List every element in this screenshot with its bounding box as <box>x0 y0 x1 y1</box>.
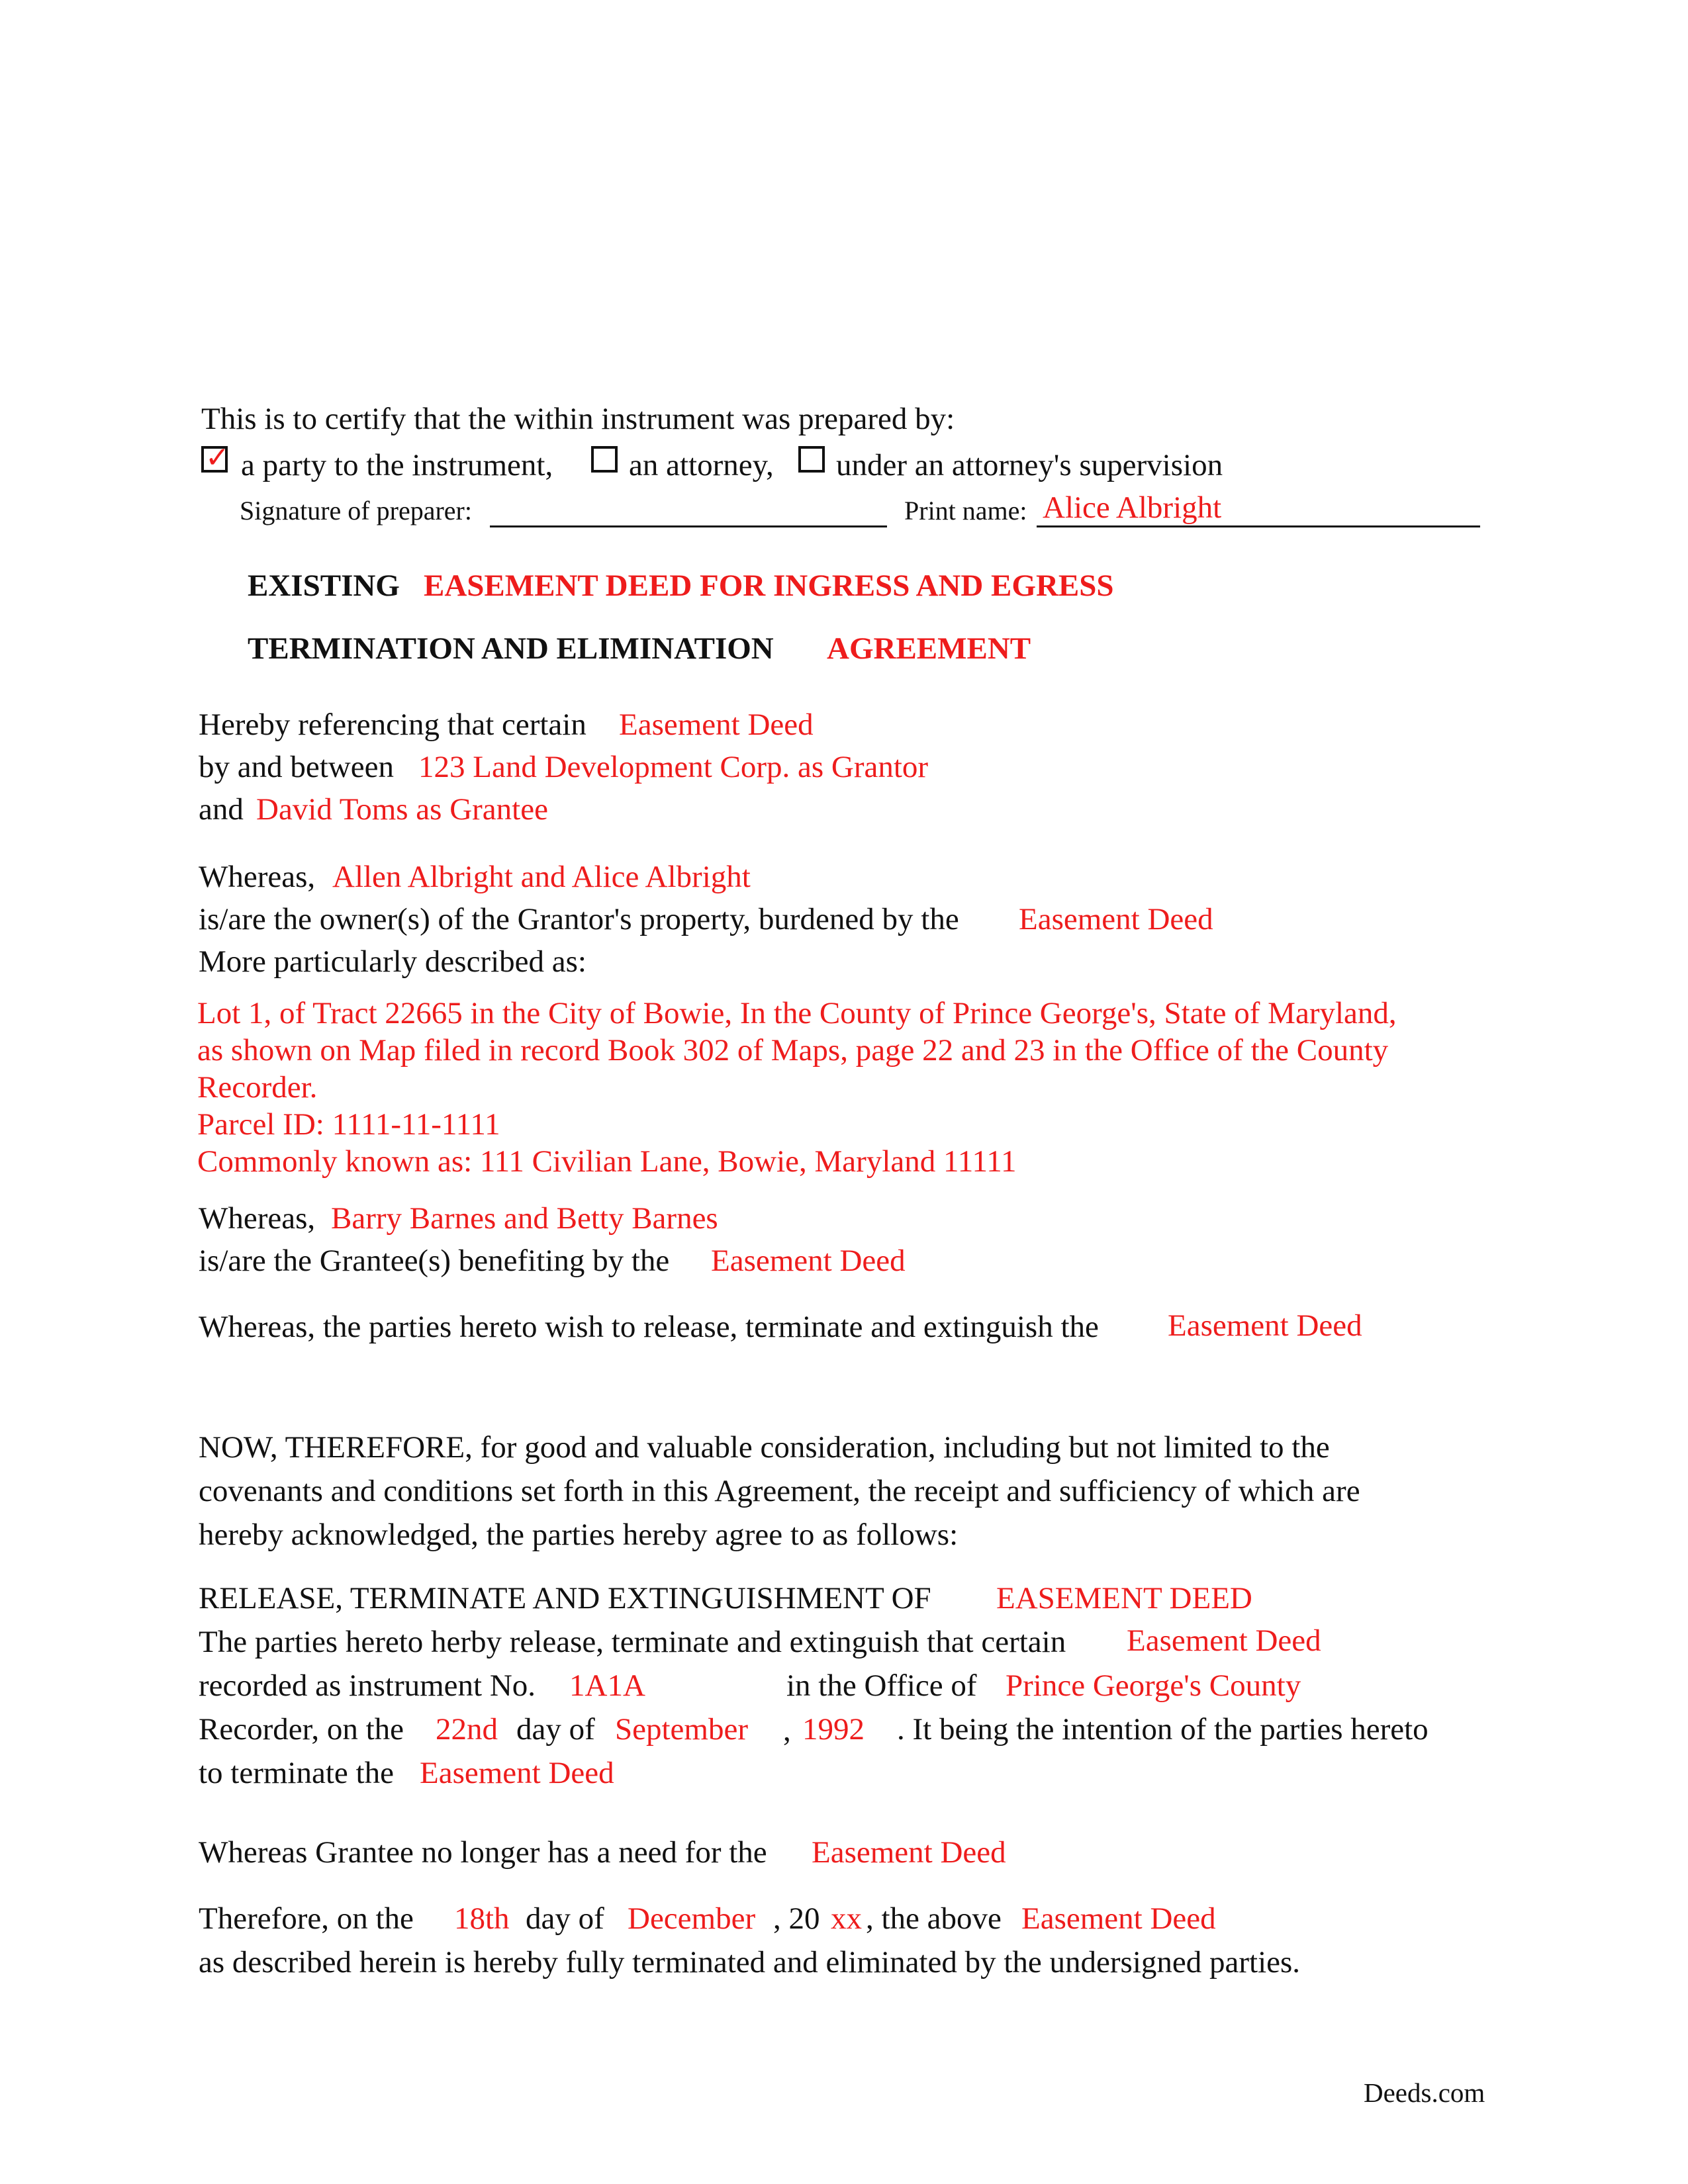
legal-line5: Commonly known as: 111 Civilian Lane, Bowie, Maryland 11111 <box>197 1144 1017 1179</box>
recorder-office: Prince George's County <box>1006 1668 1301 1703</box>
consideration-line3: hereby acknowledged, the parties hereby agree to as follows: <box>199 1518 959 1552</box>
release-wish-static: Whereas, the parties hereto wish to release, terminate and extinguish the <box>199 1310 1099 1344</box>
print-name-line <box>1037 525 1480 527</box>
grantees-whereas: Whereas, <box>199 1201 316 1236</box>
footer-brand[interactable]: Deeds.com <box>1364 2077 1485 2108</box>
reference-line3-red: David Toms as Grantee <box>256 792 548 827</box>
no-need-red: Easement Deed <box>812 1835 1006 1870</box>
recorded-day: 22nd <box>436 1712 498 1747</box>
option-supervision-label: under an attorney's supervision <box>836 448 1223 482</box>
grantees-names: Barry Barnes and Betty Barnes <box>331 1201 718 1236</box>
reference-line1-red: Easement Deed <box>619 707 814 742</box>
therefore-static-b: day of <box>526 1901 604 1936</box>
title-line2-static: TERMINATION AND ELIMINATION <box>248 631 774 666</box>
therefore-static-a: Therefore, on the <box>199 1901 414 1936</box>
option-supervision-checkbox[interactable] <box>798 446 825 473</box>
signature-label: Signature of preparer: <box>240 496 472 525</box>
recorded-year: 1992 <box>802 1712 865 1747</box>
consideration-line1: NOW, THEREFORE, for good and valuable consideration, including but not limited to the <box>199 1430 1330 1465</box>
certification-intro: This is to certify that the within instrument was prepared by: <box>201 402 955 436</box>
termination-day: 18th <box>454 1901 510 1936</box>
print-name-label: Print name: <box>904 496 1027 525</box>
release-wish-red: Easement Deed <box>1168 1308 1362 1343</box>
legal-line3: Recorder. <box>197 1070 318 1105</box>
release-line3-static-a: recorded as instrument No. <box>199 1668 536 1703</box>
owners-whereas: Whereas, <box>199 860 316 894</box>
release-line2-red: Easement Deed <box>1127 1623 1321 1658</box>
termination-month: December <box>628 1901 756 1936</box>
grantees-line2-red: Easement Deed <box>711 1244 906 1278</box>
no-need-static: Whereas Grantee no longer has a need for the <box>199 1835 767 1870</box>
owners-line3: More particularly described as: <box>199 944 586 979</box>
legal-line2: as shown on Map filed in record Book 302 of Maps, page 22 and 23 in the Office of the County <box>197 1033 1389 1068</box>
owners-line2-static: is/are the owner(s) of the Grantor's property, burdened by the <box>199 902 959 936</box>
release-line3-static-b: in the Office of <box>786 1668 977 1703</box>
title-line1-red: EASEMENT DEED FOR INGRESS AND EGRESS <box>424 569 1114 603</box>
release-line2-static: The parties hereto herby release, terminate and extinguish that certain <box>199 1625 1066 1659</box>
recorded-month: September <box>615 1712 748 1747</box>
reference-line1-static: Hereby referencing that certain <box>199 707 586 742</box>
legal-line1: Lot 1, of Tract 22665 in the City of Bowie, In the County of Prince George's, State of Maryland, <box>197 996 1397 1030</box>
release-line4-static-a: Recorder, on the <box>199 1712 404 1747</box>
release-heading-static: RELEASE, TERMINATE AND EXTINGUISHMENT OF <box>199 1581 931 1615</box>
release-line4-static-c: . It being the intention of the parties hereto <box>897 1712 1429 1747</box>
owners-names: Allen Albright and Alice Albright <box>332 860 751 894</box>
release-heading-red: EASEMENT DEED <box>996 1581 1252 1615</box>
instrument-number: 1A1A <box>569 1668 645 1703</box>
release-line5-red: Easement Deed <box>420 1756 614 1790</box>
grantees-line2-static: is/are the Grantee(s) benefiting by the <box>199 1244 670 1278</box>
title-line1-static: EXISTING <box>248 569 400 603</box>
owners-line2-red: Easement Deed <box>1019 902 1213 936</box>
signature-line[interactable] <box>490 525 887 527</box>
therefore-line2: as described herein is hereby fully terminated and eliminated by the undersigned parties. <box>199 1945 1301 1979</box>
reference-line3-static: and <box>199 792 244 827</box>
title-line2-red: AGREEMENT <box>827 631 1031 666</box>
reference-line2-red: 123 Land Development Corp. as Grantor <box>418 750 929 784</box>
check-mark-icon: ✓ <box>205 441 230 475</box>
recorded-comma: , <box>783 1713 791 1748</box>
release-line5-static: to terminate the <box>199 1756 394 1790</box>
option-attorney-label: an attorney, <box>629 448 774 482</box>
therefore-static-d: , the above <box>866 1901 1002 1936</box>
therefore-red: Easement Deed <box>1021 1901 1216 1936</box>
reference-line2-static: by and between <box>199 750 394 784</box>
consideration-line2: covenants and conditions set forth in this Agreement, the receipt and sufficiency of which are <box>199 1474 1360 1508</box>
print-name-value[interactable]: Alice Albright <box>1043 490 1222 525</box>
release-line4-static-b: day of <box>516 1712 595 1747</box>
option-party-label: a party to the instrument, <box>241 448 553 482</box>
option-party-checkbox[interactable] <box>201 441 230 475</box>
legal-line4: Parcel ID: 1111-11-1111 <box>197 1107 500 1142</box>
option-attorney-checkbox[interactable] <box>591 446 618 473</box>
therefore-static-c: , 20 <box>773 1901 820 1936</box>
termination-year-suffix: xx <box>831 1901 862 1936</box>
